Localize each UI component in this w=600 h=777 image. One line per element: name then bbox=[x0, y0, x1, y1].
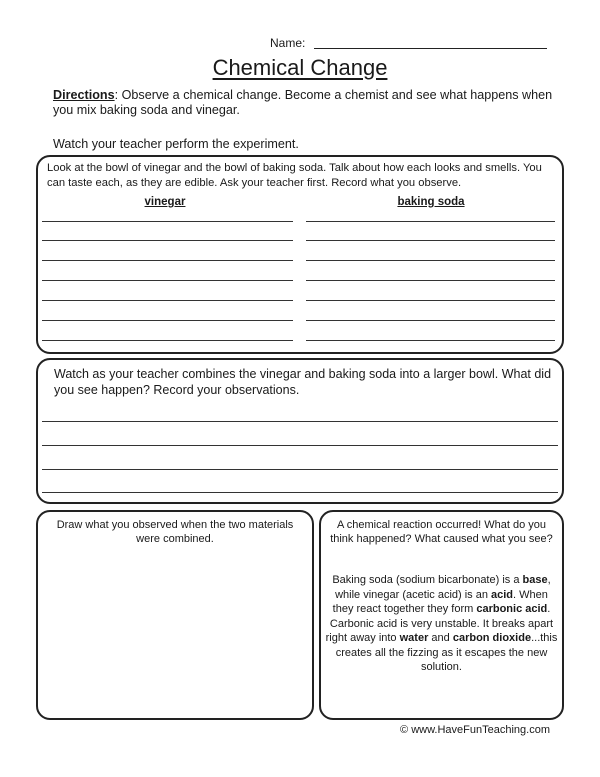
page-title bbox=[0, 55, 600, 81]
intro-text: Watch your teacher perform the experiment. bbox=[53, 137, 299, 151]
writing-line[interactable] bbox=[306, 300, 555, 301]
writing-line[interactable] bbox=[42, 280, 293, 281]
writing-line[interactable] bbox=[42, 469, 558, 470]
writing-line[interactable] bbox=[306, 260, 555, 261]
explanation-text: . Carbonic acid is very unstable. It breaks apart right away into bbox=[325, 603, 554, 644]
combination-prompt: Watch as your teacher combines the vinegar and baking soda into a larger bowl. What did you see happen? Record your observations. bbox=[54, 367, 552, 397]
writing-line[interactable] bbox=[42, 445, 558, 446]
term-carbonic-acid: carbonic acid bbox=[476, 603, 548, 615]
writing-line[interactable] bbox=[42, 260, 293, 261]
writing-line[interactable] bbox=[42, 300, 293, 301]
writing-line[interactable] bbox=[42, 421, 558, 422]
term-acid: acid bbox=[491, 588, 514, 601]
directions bbox=[53, 88, 563, 118]
explanation-text: Baking soda (sodium bicarbonate) is a bbox=[332, 574, 523, 586]
footer-copyright: © www.HaveFunTeaching.com bbox=[400, 724, 550, 736]
directions-label: Directions bbox=[53, 88, 115, 102]
explanation-text: , while vinegar (acetic acid) is an bbox=[335, 574, 551, 601]
writing-line[interactable] bbox=[306, 320, 555, 321]
name-label: Name: bbox=[270, 36, 306, 50]
explanation-text: and bbox=[428, 632, 453, 644]
writing-line[interactable] bbox=[306, 221, 555, 222]
writing-line[interactable] bbox=[42, 320, 293, 321]
writing-line[interactable] bbox=[42, 340, 293, 341]
vinegar-heading: vinegar bbox=[144, 196, 186, 208]
page-title-text: Chemical Change bbox=[212, 55, 388, 80]
reaction-explanation bbox=[325, 573, 558, 675]
term-base: base bbox=[522, 574, 548, 586]
term-water: water bbox=[399, 632, 429, 644]
term-carbon-dioxide: carbon dioxide bbox=[452, 632, 532, 644]
writing-line[interactable] bbox=[42, 240, 293, 241]
baking-soda-heading: baking soda bbox=[397, 196, 465, 208]
writing-line[interactable] bbox=[306, 240, 555, 241]
writing-line[interactable] bbox=[42, 221, 293, 222]
writing-line[interactable] bbox=[42, 492, 558, 493]
directions-text: : Observe a chemical change. Become a chemist and see what happens when you mix baking soda and vinegar. bbox=[53, 88, 553, 117]
observation-prompt: Look at the bowl of vinegar and the bowl of baking soda. Talk about how each looks and smells. You can taste each, as they are edible. Ask your teacher first. Record what you observe. bbox=[47, 162, 542, 189]
reaction-question: A chemical reaction occurred! What do you think happened? What caused what you see? bbox=[330, 519, 553, 545]
explanation-text: ...this creates all the fizzing as it escapes the new solution. bbox=[335, 632, 558, 673]
writing-line[interactable] bbox=[306, 280, 555, 281]
drawing-prompt: Draw what you observed when the two materials were combined. bbox=[56, 519, 294, 545]
writing-line[interactable] bbox=[306, 340, 555, 341]
name-field[interactable] bbox=[314, 48, 547, 49]
explanation-text: . When they react together they form bbox=[332, 588, 548, 615]
